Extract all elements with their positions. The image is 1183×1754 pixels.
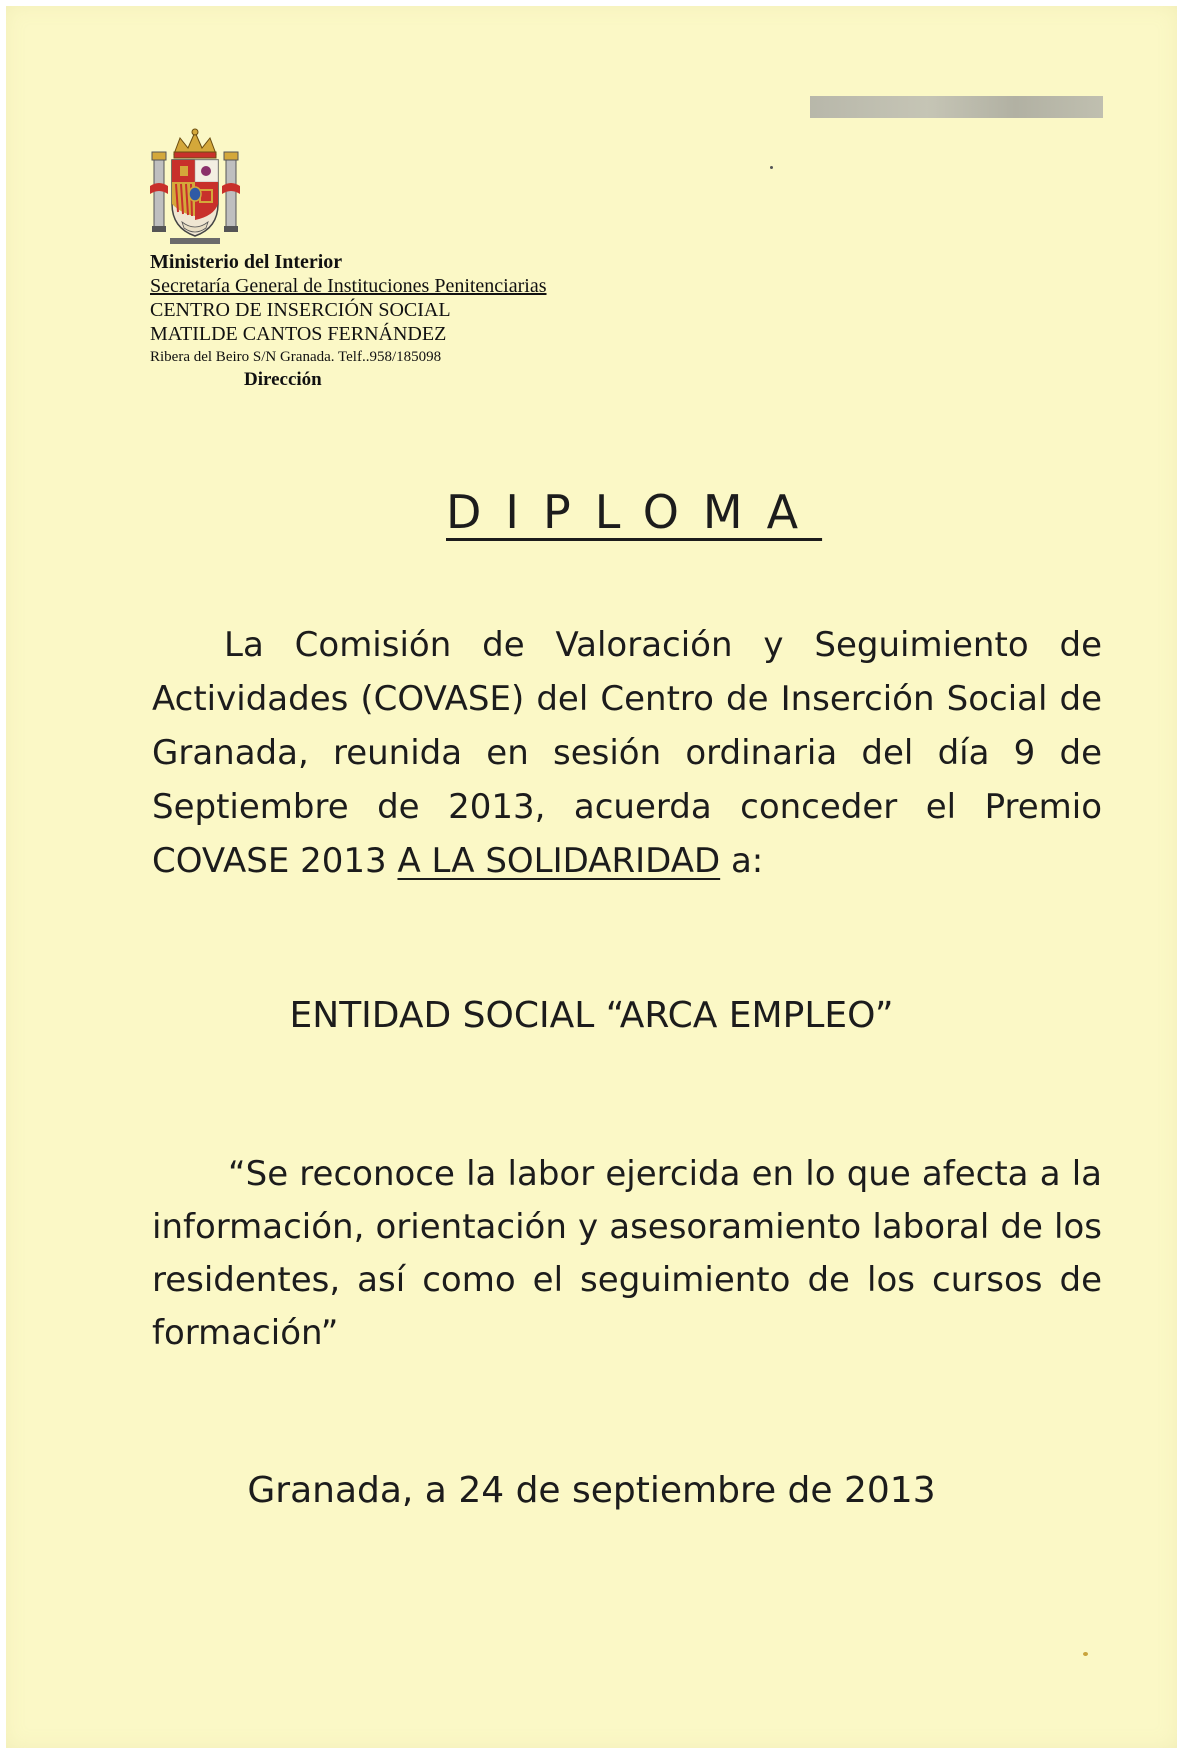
recognition-quote-text: “Se reconoce la labor ejercida en lo que afecta a la información, orientación y asesoramiento laboral de los residentes, así como el seguimiento de los cursos de formación” (152, 1154, 1102, 1353)
recognition-quote (152, 1148, 1102, 1360)
scan-speck (1083, 1652, 1088, 1656)
spain-coat-of-arms-icon (150, 128, 240, 248)
secretariat-name: Secretaría General de Instituciones Penitenciarias (150, 275, 547, 297)
center-person-name: MATILDE CANTOS FERNÁNDEZ (150, 323, 447, 345)
recipient-name: ENTIDAD SOCIAL “ARCA EMPLEO” (289, 995, 894, 1036)
award-paragraph-text: La Comisión de Valoración y Seguimiento de Actividades (COVASE) del Centro de Inserción Social de Granada, reunida en sesión ordinaria del día 9 de Septiembre de 2013, acuerda conceder el Premio COVASE 2013 (152, 625, 1102, 881)
award-paragraph-end: a: (720, 841, 764, 881)
center-name: CENTRO DE INSERCIÓN SOCIAL (150, 299, 451, 321)
department-name: Dirección (244, 369, 322, 390)
letterhead (150, 250, 547, 392)
center-address: Ribera del Beiro S/N Granada. Telf..958/185098 (150, 349, 442, 365)
date-line: Granada, a 24 de septiembre de 2013 (247, 1470, 936, 1511)
award-name: A LA SOLIDARIDAD (397, 841, 721, 881)
ministry-name: Ministerio del Interior (150, 251, 343, 273)
scan-speck (770, 166, 773, 169)
award-paragraph (152, 618, 1102, 888)
scan-gray-strip (810, 96, 1103, 118)
diploma-title: DIPLOMA (446, 485, 823, 539)
